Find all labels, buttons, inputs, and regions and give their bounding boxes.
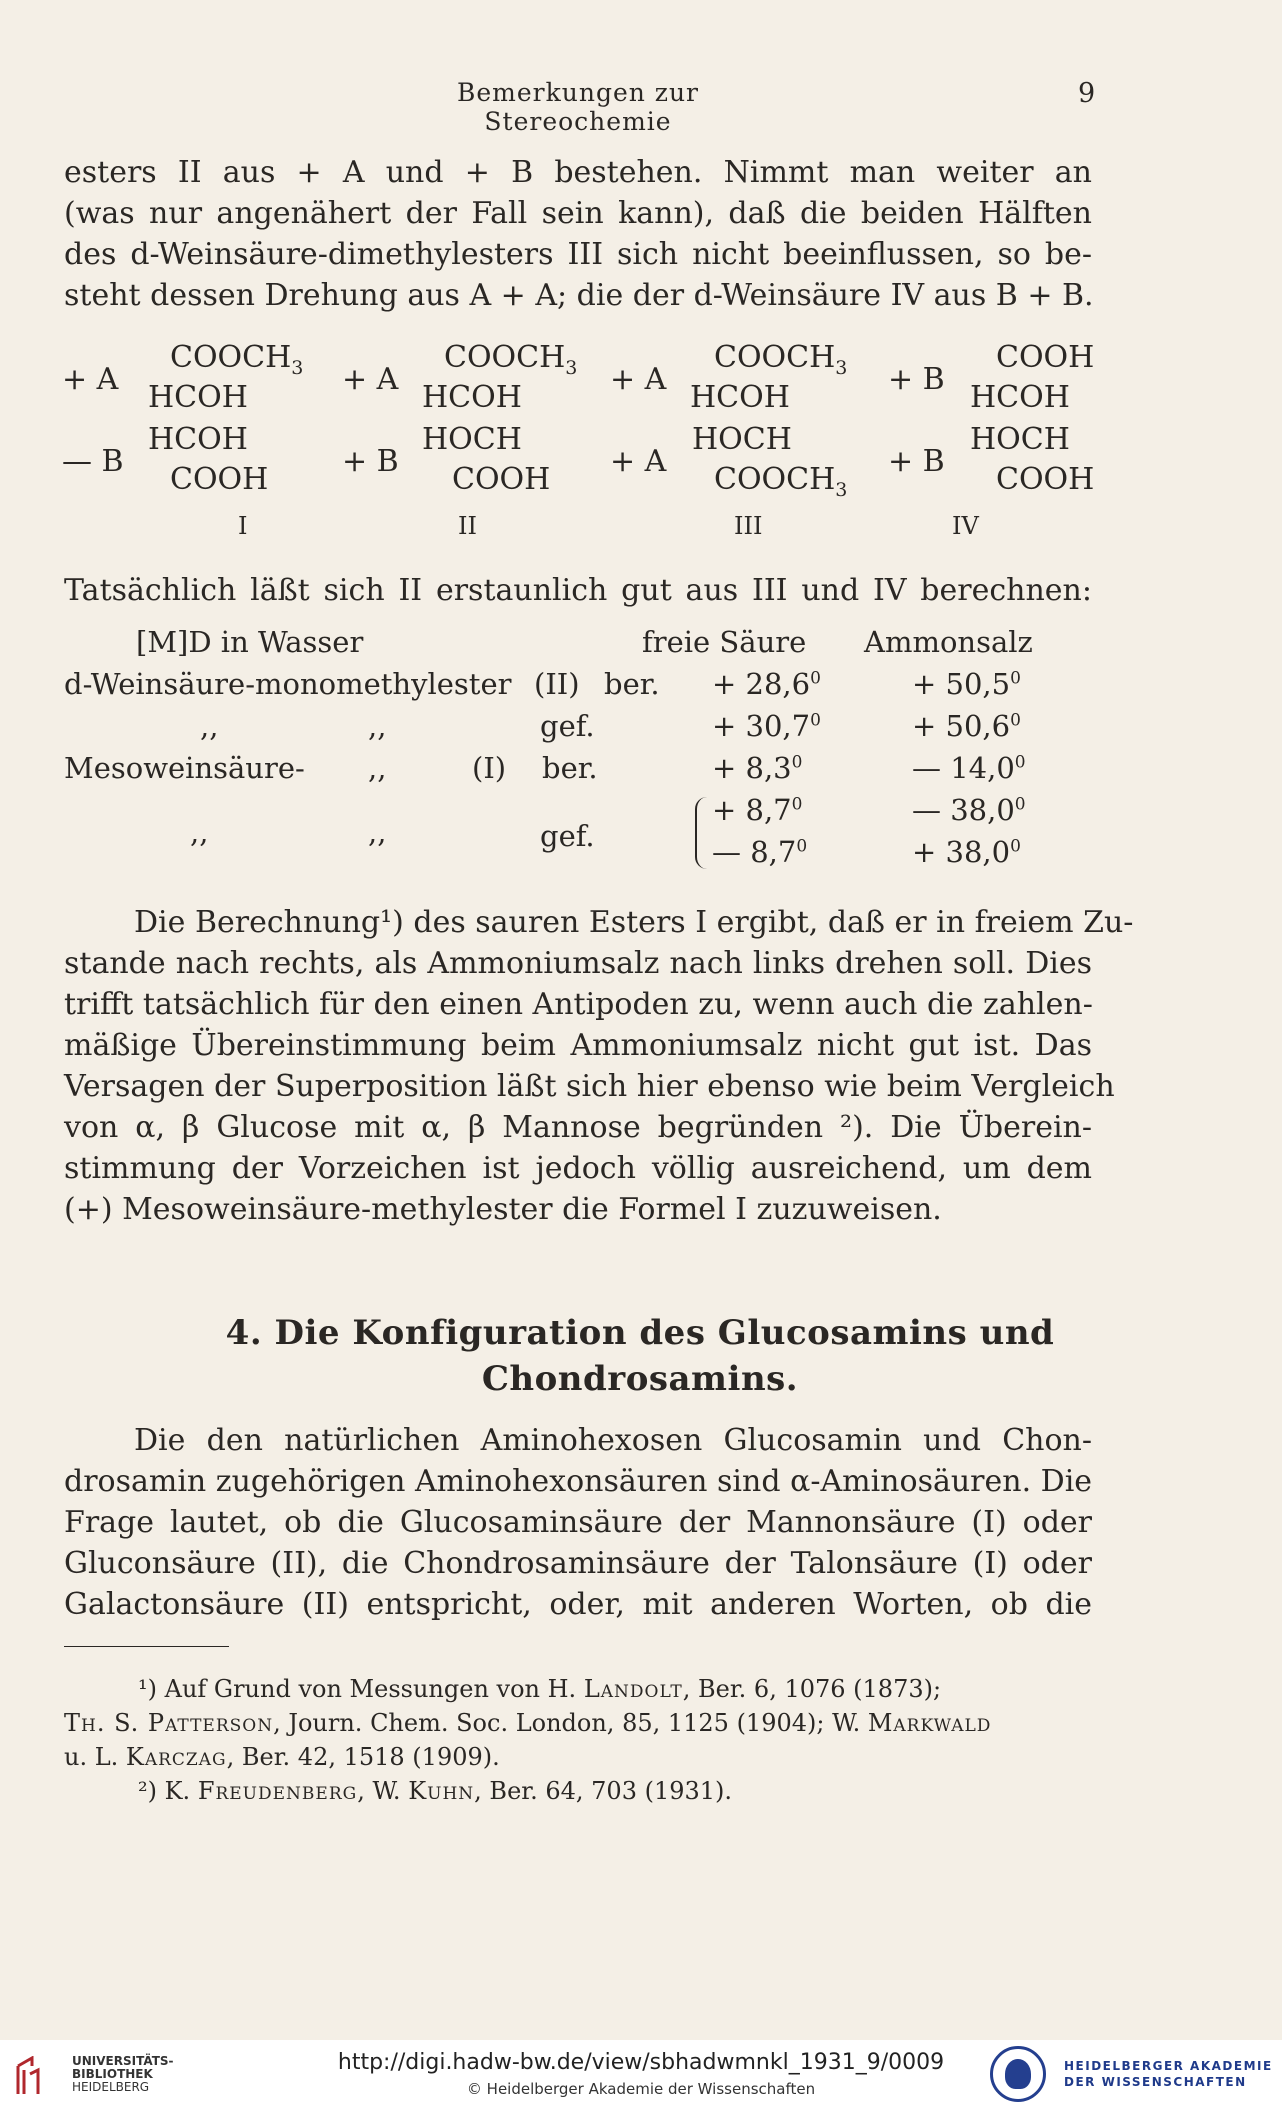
row-free-acid-value: + $28,6^0$ bbox=[712, 667, 821, 701]
row-compound: (I) bbox=[472, 751, 507, 785]
row-ammonium-value: + $50,5^0$ bbox=[912, 667, 1021, 701]
formula-III bbox=[610, 340, 880, 540]
table-header-free-acid: freie Säure bbox=[642, 625, 807, 659]
ditto-mark: ,, bbox=[190, 815, 209, 849]
footnote-1-continued: Th. S. Patterson, Journ. Chem. Soc. London, 85, 1125 (1904); W. Markwald bbox=[64, 1709, 992, 1737]
text-line: Die Berechnung¹) des sauren Esters I ergibt, daß er in freiem Zu- bbox=[134, 905, 1134, 940]
row-free-acid-value: + $30,7^0$ bbox=[712, 709, 821, 743]
row-compound: (II) bbox=[534, 667, 580, 701]
text-line: mäßige Übereinstimmung beim Ammoniumsalz nicht gut ist. Das bbox=[64, 1028, 1092, 1063]
formula-I bbox=[62, 340, 332, 540]
text-line: Gluconsäure (II), die Chondrosaminsäure der Talonsäure (I) oder bbox=[64, 1546, 1092, 1581]
text-line: Versagen der Superposition läßt sich hier ebenso wie beim Vergleich bbox=[64, 1069, 1115, 1104]
rotation-label: + A bbox=[610, 444, 667, 479]
formula-number: III bbox=[734, 512, 763, 540]
rotation-label: + B bbox=[888, 444, 945, 479]
running-title: Bemerkungen zur Stereochemie bbox=[456, 78, 700, 136]
rotation-label: + A bbox=[62, 362, 119, 397]
rotation-label: + A bbox=[610, 362, 667, 397]
text-line: trifft tatsächlich für den einen Antipoden zu, wenn auch die zahlen- bbox=[64, 987, 1093, 1022]
formula-line: COOH bbox=[170, 462, 269, 497]
text-line: des d-Weinsäure-dimethylesters III sich nicht beeinflussen, so be- bbox=[64, 237, 1092, 272]
footnote-1: ¹) Auf Grund von Messungen von H. Landolt, Ber. 6, 1076 (1873); bbox=[138, 1675, 942, 1703]
rotation-table bbox=[0, 625, 1282, 881]
text-line: steht dessen Drehung aus A + A; die der d-Weinsäure IV aus B + B. bbox=[64, 278, 1094, 313]
paragraph-2 bbox=[64, 902, 1134, 1230]
rotation-label: — B bbox=[62, 444, 124, 479]
rotation-label: + A bbox=[342, 362, 399, 397]
text-line: Tatsächlich läßt sich II erstaunlich gut aus III und IV berechnen: bbox=[64, 573, 1092, 608]
row-kind: ber. bbox=[604, 667, 660, 701]
formula-number: IV bbox=[952, 512, 979, 540]
rotation-label: + B bbox=[888, 362, 945, 397]
ditto-mark: ,, bbox=[368, 751, 387, 785]
formula-line: HCOH bbox=[148, 422, 248, 457]
formula-II bbox=[342, 340, 612, 540]
copyright-notice: © Heidelberger Akademie der Wissenschaften bbox=[466, 2080, 816, 2098]
footnote-1-continued: u. L. Karczag, Ber. 42, 1518 (1909). bbox=[64, 1743, 500, 1771]
paragraph-3 bbox=[64, 1420, 1092, 1625]
footnotes bbox=[64, 1672, 1094, 1808]
formula-line: $COOCH_3$ bbox=[714, 462, 848, 501]
row-ammonium-value: + $50,6^0$ bbox=[912, 709, 1021, 743]
academy-name: HEIDELBERGER AKADEMIE DER WISSENSCHAFTEN bbox=[1064, 2059, 1273, 2089]
formula-line: COOH bbox=[996, 340, 1095, 375]
row-name: d-Weinsäure-monomethylester bbox=[64, 667, 512, 701]
page-number: 9 bbox=[1078, 78, 1096, 109]
ditto-mark: ,, bbox=[368, 709, 387, 743]
formula-line: HOCH bbox=[422, 422, 522, 457]
text-line: von α, β Glucose mit α, β Mannose begründen ²). Die Überein- bbox=[64, 1110, 1092, 1145]
curly-brace bbox=[695, 797, 711, 869]
formula-line: $COOCH_3$ bbox=[444, 340, 578, 379]
text-line: Die den natürlichen Aminohexosen Glucosamin und Chon- bbox=[134, 1423, 1092, 1458]
formula-line: $COOCH_3$ bbox=[170, 340, 304, 379]
row-free-acid-value: + $8,7^0$ bbox=[712, 793, 803, 827]
formula-line: HOCH bbox=[692, 422, 792, 457]
text-line: esters II aus + A und + B bestehen. Nimmt man weiter an bbox=[64, 155, 1092, 190]
row-name: Mesoweinsäure- bbox=[64, 751, 305, 785]
ditto-mark: ,, bbox=[200, 709, 219, 743]
formula-line: HOCH bbox=[970, 422, 1070, 457]
viewer-footer bbox=[0, 2040, 1282, 2105]
formula-line: COOH bbox=[452, 462, 551, 497]
structural-formulas bbox=[0, 340, 1282, 540]
formula-line: $COOCH_3$ bbox=[714, 340, 848, 379]
formula-line: HCOH bbox=[690, 380, 790, 415]
formula-line: HCOH bbox=[422, 380, 522, 415]
formula-line: COOH bbox=[996, 462, 1095, 497]
row-ammonium-value: — 14,0$^0$ bbox=[912, 751, 1026, 785]
text-line: Galactonsäure (II) entspricht, oder, mit anderen Worten, ob die bbox=[64, 1587, 1092, 1622]
row-ammonium-value: — 38,0$^0$ bbox=[912, 793, 1026, 827]
permalink-url[interactable]: http://digi.hadw-bw.de/view/sbhadwmnkl_1931_9/0009 bbox=[337, 2050, 945, 2075]
rotation-label: + B bbox=[342, 444, 399, 479]
text-line: drosamin zugehörigen Aminohexonsäuren sind α-Aminosäuren. Die bbox=[64, 1464, 1093, 1499]
text-line: stande nach rechts, als Ammoniumsalz nach links drehen soll. Dies bbox=[64, 946, 1092, 981]
text-line: (+) Mesoweinsäure-methylester die Formel I zuzuweisen. bbox=[64, 1192, 942, 1227]
formula-line: HCOH bbox=[148, 380, 248, 415]
row-kind: ber. bbox=[542, 751, 598, 785]
academy-seal-icon bbox=[990, 2046, 1046, 2102]
table-intro bbox=[64, 570, 1092, 611]
text-line: stimmung der Vorzeichen ist jedoch völlig ausreichend, um dem bbox=[64, 1151, 1092, 1186]
university-library-name: UNIVERSITÄTS- BIBLIOTHEK HEIDELBERG bbox=[72, 2054, 174, 2094]
row-ammonium-value: + $38,0^0$ bbox=[912, 835, 1021, 869]
table-header-label: [M]D in Wasser bbox=[136, 625, 364, 659]
row-kind: gef. bbox=[540, 709, 595, 743]
formula-IV bbox=[888, 340, 1158, 540]
row-free-acid-value: — $8,7^0$ bbox=[712, 835, 808, 869]
formula-number: II bbox=[458, 512, 477, 540]
ditto-mark: ,, bbox=[368, 815, 387, 849]
table-header-ammonium-salt: Ammonsalz bbox=[864, 625, 1033, 659]
section-heading: 4. Die Konfiguration des Glucosamins und Chondrosamins. bbox=[225, 1313, 1055, 1399]
text-line: Frage lautet, ob die Glucosaminsäure der Mannonsäure (I) oder bbox=[64, 1505, 1092, 1540]
formula-line: HCOH bbox=[970, 380, 1070, 415]
paragraph-1 bbox=[64, 152, 1092, 316]
row-free-acid-value: + $8,3^0$ bbox=[712, 751, 803, 785]
footnote-2: ²) K. Freudenberg, W. Kuhn, Ber. 64, 703 (1931). bbox=[138, 1777, 733, 1805]
row-kind: gef. bbox=[540, 819, 595, 853]
text-line: (was nur angenähert der Fall sein kann), daß die beiden Hälften bbox=[64, 196, 1092, 231]
formula-number: I bbox=[238, 512, 248, 540]
footnote-rule bbox=[64, 1646, 229, 1647]
